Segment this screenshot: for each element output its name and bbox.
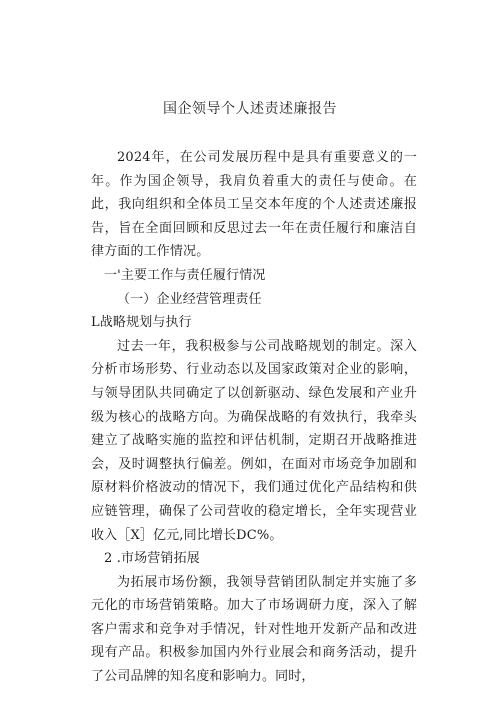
page-title: 国企领导个人述责述廉报告 (163, 101, 337, 117)
marketing-paragraph: 为拓展市场份额，我领导营销团队制定并实施了多元化的市场营销策略。加大了市场调研力度，深入了解客户需求和竞争对手情况，针对性地开发新产品和改进现有产品。积极参加国内外行业展会和商务活动，提升了公司品牌的知名度和影响力。同时， (91, 574, 417, 685)
subsection-heading: （一）企业经营管理责任 (117, 291, 262, 307)
item-heading-strategy: L战略规划与执行 (91, 315, 192, 331)
intro-paragraph: 2024年，在公司发展历程中是具有重要意义的一年。作为国企领导，我肩负着重大的责任与使命。在此，我向组织和全体员工呈交本年度的个人述责述廉报告，旨在全面回顾和反思过去一年在责任履行和廉洁自律方面的工作情况。 (91, 150, 417, 260)
document-body (91, 146, 417, 689)
section-heading: 一'主要工作与责任履行情况 (104, 267, 266, 283)
item-heading-marketing: 2 .市场营销拓展 (104, 551, 200, 567)
strategy-paragraph: 过去一年，我积极参与公司战略规划的制定。深入分析市场形势、行业动态以及国家政策对企业的影响，与领导团队共同确定了以创新驱动、绿色发展和产业升级为核心的战略方向。为确保战略的有效执行，我牵头建立了战略实施的监控和评估机制，定期召开战略推进会，及时调整执行偏差。例如，在面对市场竞争加剧和原材料价格波动的情况下，我们通过优化产品结构和供应链管理，确保了公司营收的稳定增长，全年实现营业收入［X］亿元,同比增长DC%。 (91, 338, 417, 543)
